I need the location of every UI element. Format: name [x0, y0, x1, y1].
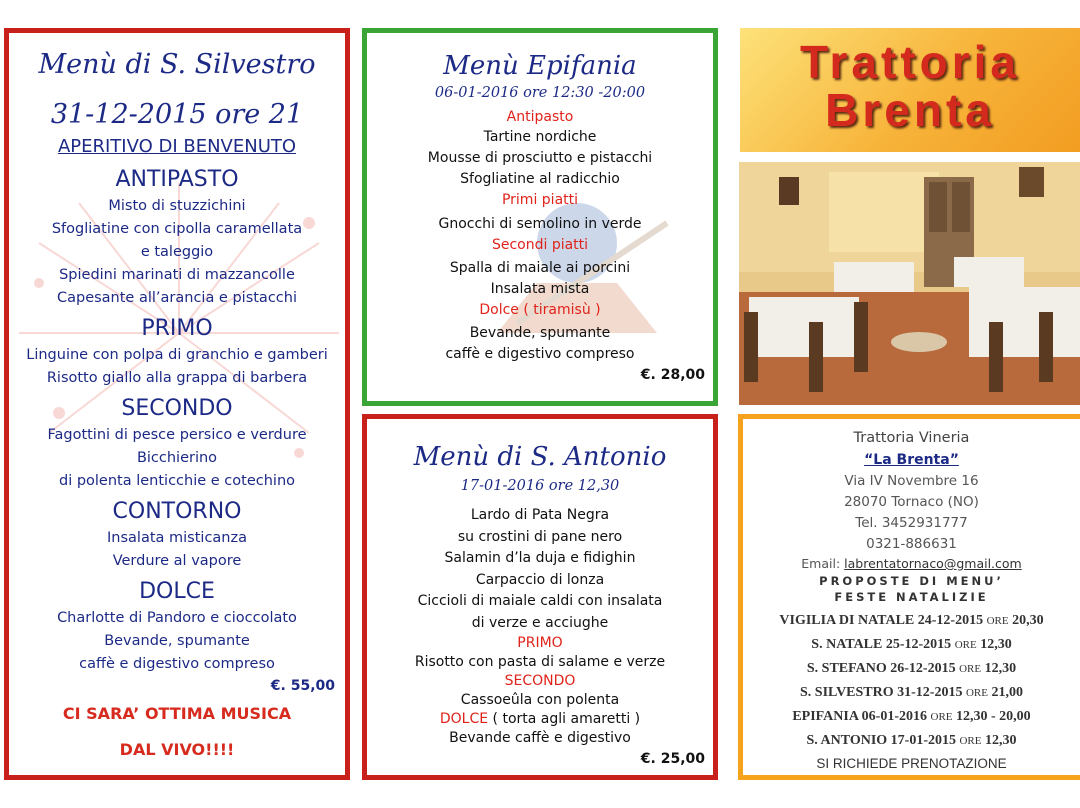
- menu-date: 06-01-2016 ore 12:30 -20:00: [434, 85, 646, 101]
- menu-item: Linguine con polpa di granchio e gamberi: [26, 347, 328, 363]
- event-time: 20,30: [1012, 613, 1044, 628]
- event-line: [743, 729, 1080, 753]
- event-ore: ORE: [986, 615, 1009, 627]
- menu-date: 31-12-2015 ore 21: [50, 99, 304, 130]
- menu-item: e taleggio: [140, 244, 214, 260]
- menu-item: Bevande caffè e digestivo: [449, 730, 631, 746]
- proposte-heading: FESTE NATALIZIE: [834, 590, 989, 604]
- menu-price: €. 28,00: [640, 367, 705, 383]
- menu-item: Bicchierino: [136, 450, 218, 466]
- dolce-desc: ( torta agli amaretti ): [492, 711, 641, 727]
- contorno-heading: CONTORNO: [112, 499, 242, 524]
- event-ore: ORE: [965, 687, 988, 699]
- aperitivo-heading: APERITIVO DI BENVENUTO: [57, 136, 297, 157]
- menu-epifania-panel: [362, 28, 718, 406]
- event-ore: ORE: [954, 639, 977, 651]
- primo-heading: PRIMO: [141, 316, 213, 341]
- address-line: Via IV Novembre 16: [844, 473, 979, 489]
- dolce-heading: DOLCE: [439, 711, 489, 727]
- music-note: CI SARA’ OTTIMA MUSICA: [62, 704, 292, 723]
- menu-item: Mousse di prosciutto e pistacchi: [427, 150, 653, 166]
- menu-title: Menù Epifania: [443, 51, 637, 81]
- restaurant-brand: “La Brenta”: [864, 452, 959, 468]
- menu-item: Bevande, spumante: [469, 325, 611, 341]
- menu-item: Cassoeûla con polenta: [460, 692, 620, 708]
- event-line: [743, 705, 1080, 729]
- secondo-heading: SECONDO: [504, 673, 576, 689]
- menu-item: su crostini di pane nero: [457, 528, 623, 545]
- menu-price: €. 25,00: [640, 751, 705, 767]
- dolce-heading: Dolce ( tiramisù ): [479, 302, 601, 318]
- restaurant-type: Trattoria Vineria: [853, 430, 970, 446]
- menu-item: Spiedini marinati di mazzancolle: [59, 267, 295, 283]
- dolce-heading: DOLCE: [139, 579, 215, 604]
- event-line: [743, 681, 1080, 705]
- menu-item: Fagottini di pesce persico e verdure: [47, 427, 307, 443]
- music-note: DAL VIVO!!!!: [119, 740, 235, 759]
- event-ore: ORE: [959, 663, 982, 675]
- secondo-heading: SECONDO: [121, 396, 233, 421]
- menu-item: Capesante all’arancia e pistacchi: [56, 290, 297, 306]
- menu-item: Charlotte di Pandoro e cioccolato: [57, 610, 297, 626]
- menu-item: Gnocchi di semolino in verde: [438, 216, 642, 232]
- restaurant-name-line2: Brenta: [825, 84, 995, 136]
- event-ore: ORE: [959, 735, 982, 747]
- menu-item: Risotto giallo alla grappa di barbera: [46, 370, 308, 386]
- antipasto-heading: Antipasto: [506, 109, 574, 125]
- event-name: S. ANTONIO 17-01-2015: [806, 733, 956, 748]
- menu-item: Sfogliatine con cipolla caramellata: [51, 221, 303, 237]
- event-name: EPIFANIA 06-01-2016: [792, 709, 927, 724]
- menu-title: Menù di S. Silvestro: [38, 49, 316, 80]
- menu-item: Bevande, spumante: [104, 633, 250, 649]
- event-name: S. SILVESTRO 31-12-2015: [800, 685, 963, 700]
- menu-item: Sfogliatine al radicchio: [460, 171, 620, 187]
- email-line: [743, 555, 1080, 573]
- menu-item: Ciccioli di maiale caldi con insalata: [417, 593, 663, 609]
- event-time: 12,30 - 20,00: [956, 709, 1031, 724]
- menu-item: di verze e acciughe: [471, 614, 609, 631]
- email-link[interactable]: labrentatornaco@gmail.com: [844, 556, 1022, 571]
- phone-line: Tel. 3452931777: [855, 515, 968, 531]
- secondi-heading: Secondi piatti: [491, 237, 589, 253]
- menu-item: Risotto con pasta di salame e verze: [414, 654, 666, 670]
- menu-item: caffè e digestivo compreso: [445, 346, 635, 362]
- event-line: [743, 657, 1080, 681]
- primo-heading: PRIMO: [517, 635, 563, 651]
- menu-item: Lardo di Pata Negra: [470, 507, 610, 523]
- proposte-heading: PROPOSTE DI MENU’: [819, 574, 1004, 588]
- email-label: Email:: [801, 556, 841, 571]
- event-line: [743, 633, 1080, 657]
- menu-title: Menù di S. Antonio: [413, 442, 667, 472]
- event-name: VIGILIA DI NATALE 24-12-2015: [779, 613, 984, 628]
- menu-item: Verdure al vapore: [112, 553, 242, 569]
- event-name: S. NATALE 25-12-2015: [811, 637, 952, 652]
- menu-item: caffè e digestivo compreso: [79, 656, 275, 672]
- menu-item: Spalla di maiale ai porcini: [449, 260, 631, 276]
- antipasto-heading: ANTIPASTO: [115, 167, 239, 192]
- menu-item: di polenta lenticchie e cotechino: [58, 473, 295, 489]
- menu-item: Insalata mista: [490, 281, 590, 297]
- dolce-line: [367, 710, 713, 729]
- menu-price: €. 55,00: [270, 678, 335, 694]
- dining-room-photo: [739, 162, 1080, 405]
- menu-item: Misto di stuzzichini: [108, 198, 246, 214]
- menu-silvestro-panel: [4, 28, 350, 780]
- restaurant-name-line1: Trattoria: [799, 36, 1021, 88]
- event-ore: ORE: [930, 711, 953, 723]
- menu-item: Salamin d’la duja e fidighin: [444, 550, 636, 566]
- primi-heading: Primi piatti: [501, 192, 579, 208]
- restaurant-title-block: [740, 28, 1080, 152]
- phone-line: 0321-886631: [866, 536, 957, 552]
- reservation-note: SI RICHIEDE PRENOTAZIONE: [816, 756, 1007, 771]
- event-name: S. STEFANO 26-12-2015: [806, 661, 956, 676]
- event-time: 21,00: [991, 685, 1023, 700]
- menu-item: Carpaccio di lonza: [475, 571, 605, 588]
- address-line: 28070 Tornaco (NO): [844, 494, 979, 510]
- event-time: 12,30: [980, 637, 1012, 652]
- menu-antonio-panel: [362, 414, 718, 780]
- restaurant-info-panel: [738, 414, 1080, 780]
- event-time: 12,30: [984, 733, 1017, 748]
- menu-date: 17-01-2016 ore 12,30: [460, 478, 620, 494]
- event-time: 12,30: [984, 661, 1017, 676]
- menu-item: Tartine nordiche: [483, 129, 597, 145]
- event-line: [743, 609, 1080, 633]
- menu-item: Insalata misticanza: [107, 530, 247, 546]
